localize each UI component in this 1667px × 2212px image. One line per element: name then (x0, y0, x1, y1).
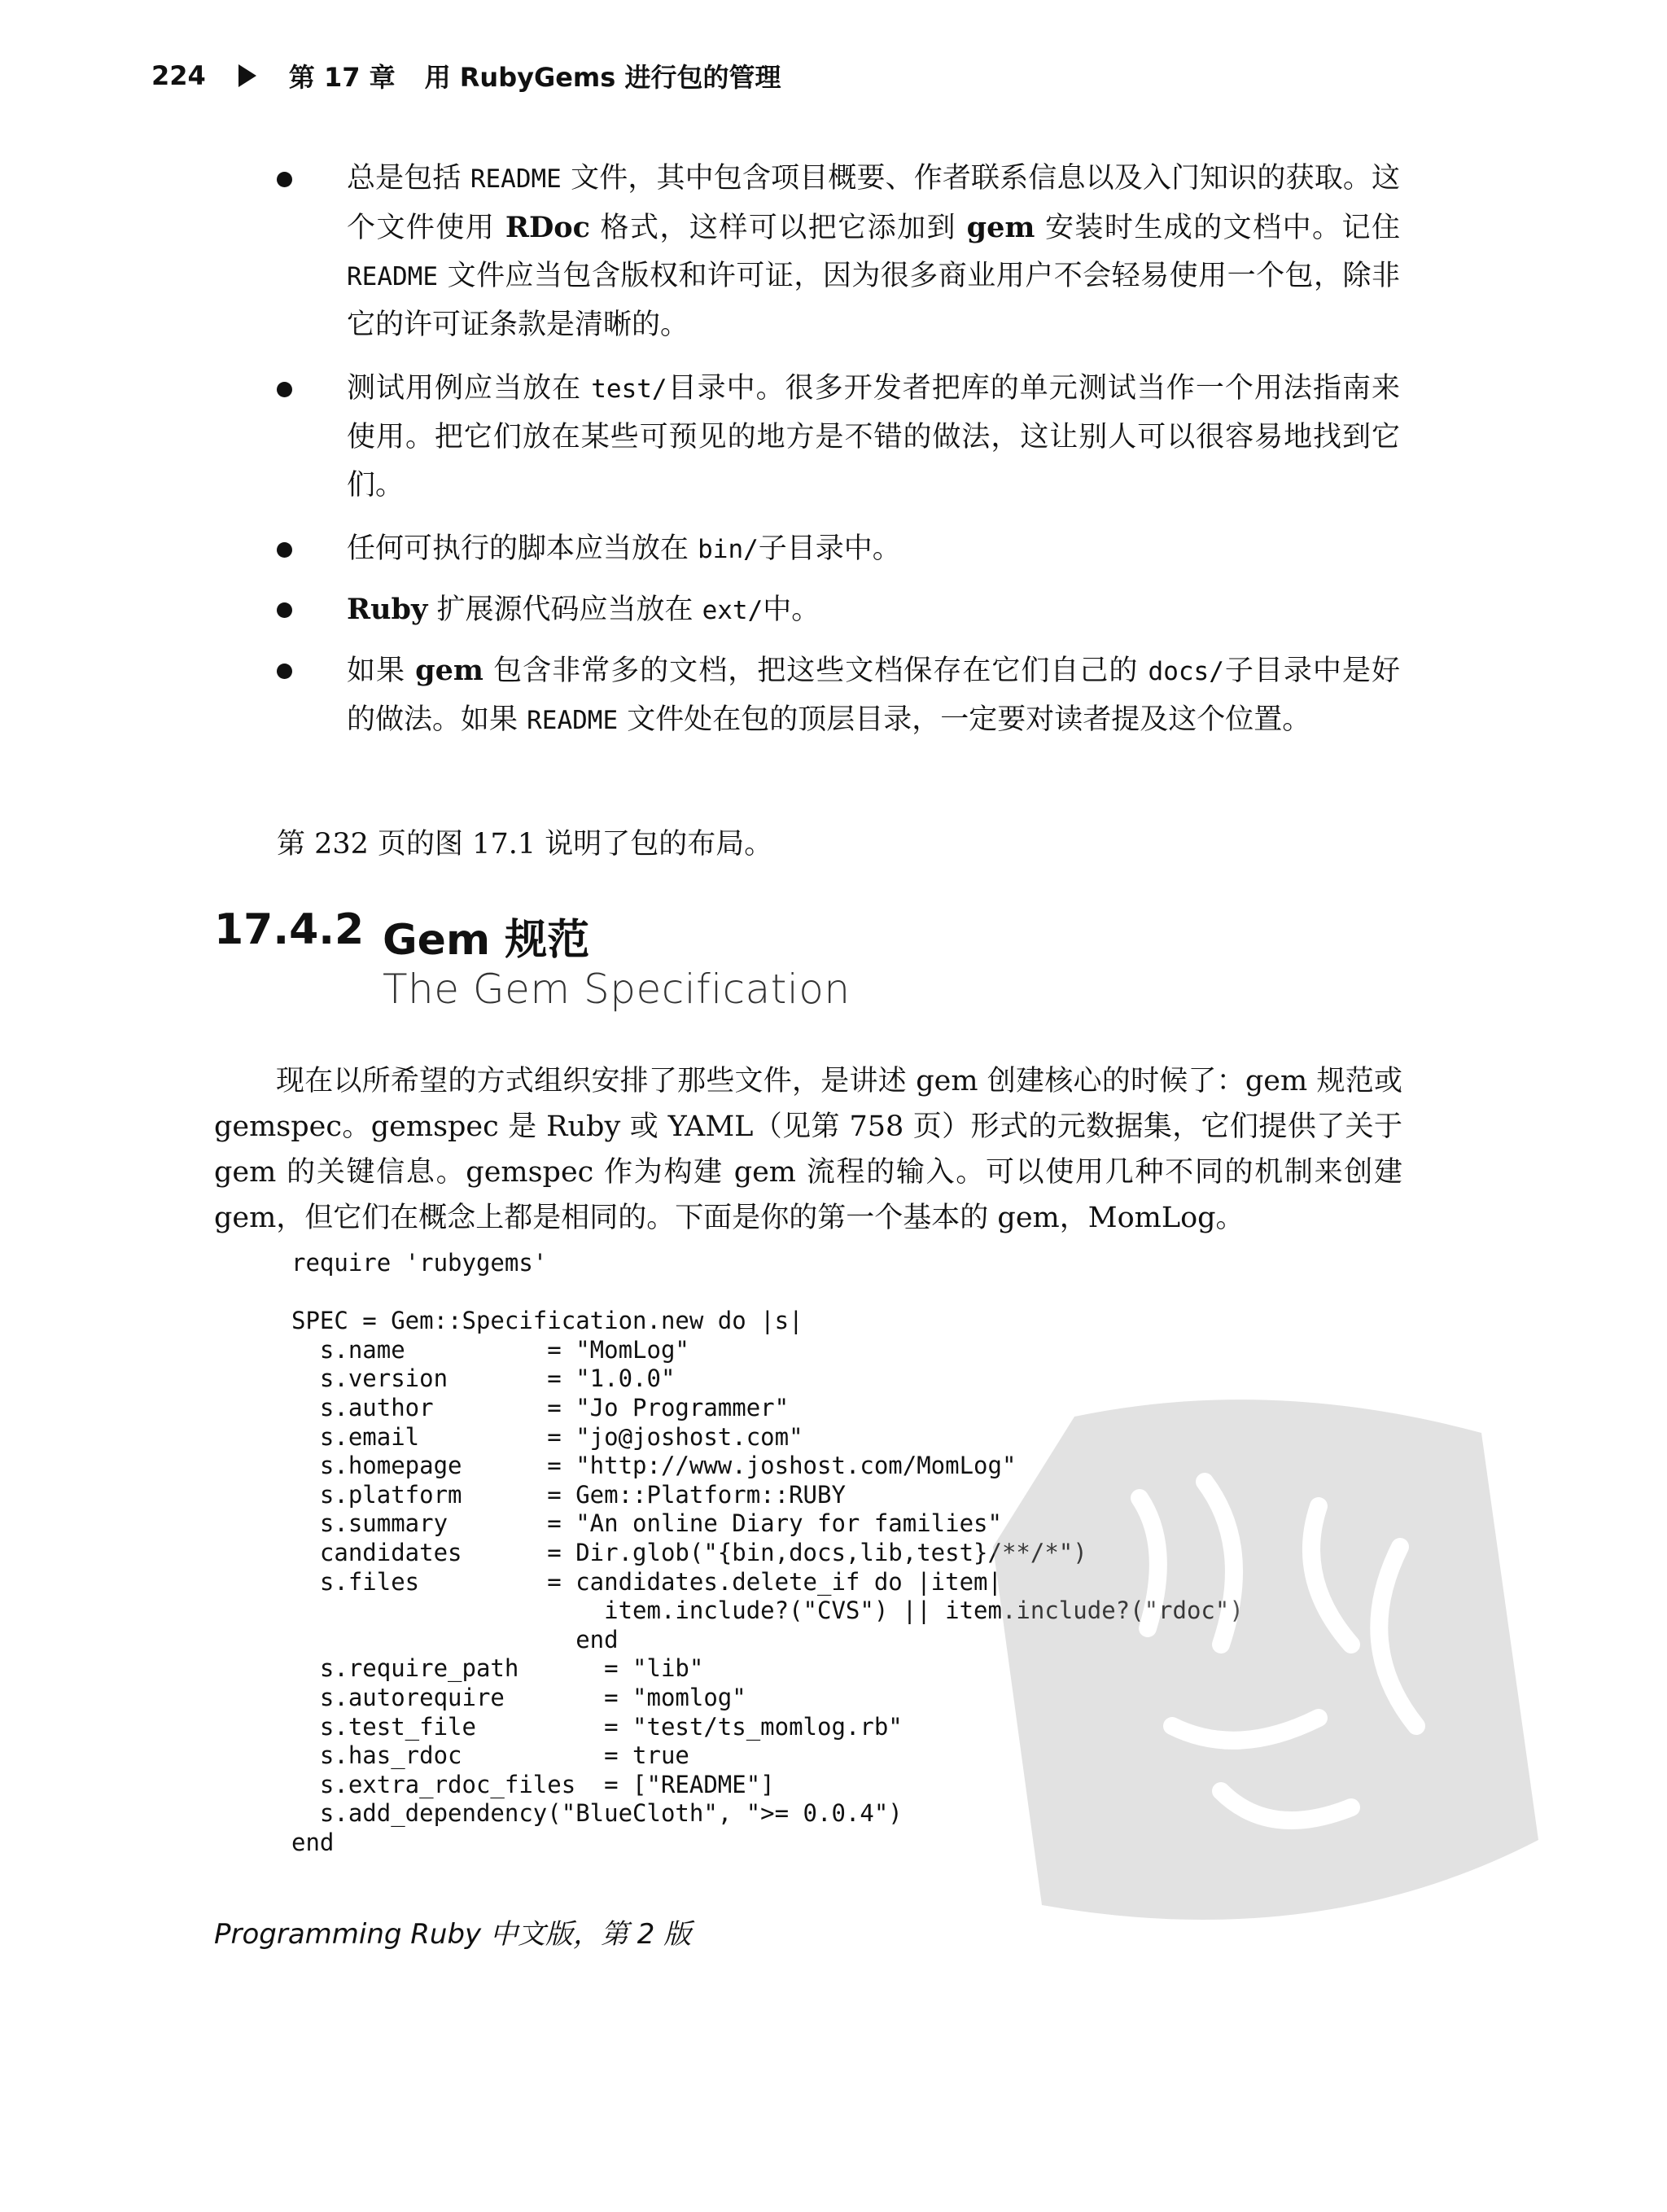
bullet-text-run: 总是包括 (347, 162, 470, 195)
bullet-text-run: 包含非常多的文档，把这些文档保存在它们自己的 (483, 655, 1149, 687)
bullet-item (277, 155, 1400, 349)
bullet-item (277, 585, 1400, 635)
bullet-item (277, 525, 1400, 574)
page-number: 224 (151, 60, 206, 91)
chapter-label: 第 17 章 (288, 62, 396, 93)
intro-paragraph: 现在以所希望的方式组织安排了那些文件，是讲述 gem 创建核心的时候了：gem 规范或 gemspec。gemspec 是 Ruby 或 YAML（见第 758 页）形式的元数据集，它们提供了关于 gem 的关键信息。gemspec 作为构建 gem 流程的输入。可以使用几种不同的机制来创建 gem，但它们在概念上都是相同的。下面是你的第一个基本的 gem，MomLog。 (214, 1065, 1402, 1234)
bullet-dot-icon (277, 542, 292, 558)
section-number: 17.4.2 (214, 905, 365, 954)
chapter-title: 用 RubyGems 进行包的管理 (424, 62, 781, 93)
bullet-text-run: 如果 (347, 655, 416, 687)
bullet-text-run: README (470, 164, 562, 194)
bullet-text-run: 测试用例应当放在 (347, 372, 592, 405)
bullet-text-run: 任何可执行的脚本应当放在 (347, 532, 698, 565)
bullet-list (277, 155, 1400, 760)
section-subtitle: The Gem Specification (383, 966, 851, 1013)
bullet-text-run: ext/ (702, 596, 763, 625)
bullet-text-run: gem (415, 654, 483, 687)
bullet-text-run: 中。 (763, 594, 820, 626)
bullet-text-run: README (347, 262, 438, 291)
bullet-text-run: 子目录中。 (758, 532, 901, 565)
bullet-dot-icon (277, 664, 292, 679)
book-footer: Programming Ruby 中文版，第 2 版 (214, 1918, 692, 1951)
triangle-arrow-icon (238, 64, 256, 87)
bullet-text-run: docs/ (1148, 657, 1224, 686)
bullet-text-run: gem (966, 211, 1035, 244)
watermark-stamp-icon (977, 1384, 1547, 1946)
bullet-text-run: 目录中。很多开发者把库的单元测试当作一个用法指南来使用。把它们放在某些可预见的地方是不错的做法，这让别人可以很容易地找到它们。 (347, 372, 1400, 502)
bullet-text-run: 文件处在包的顶层目录，一定要对读者提及这个位置。 (618, 703, 1311, 736)
bullet-text-run: bin/ (698, 535, 759, 564)
bullet-text-run: 子目录中是好的做法。如果 (347, 655, 1400, 736)
bullet-text-run: 安装时生成的文档中。记住 (1035, 212, 1400, 244)
bullet-item (277, 646, 1400, 745)
bullet-text-run: 格式，这样可以把它添加到 (589, 212, 967, 244)
bullet-text-run: README (527, 706, 619, 735)
code-block: require 'rubygems' SPEC = Gem::Specification.new do |s| s.name = "MomLog" s.version = "1.0.0" s.author = "Jo Programmer" s.email = "jo@joshost.com" s.homepage = "http://www.joshost.com/MomLog" s.platform = Gem::Platform::RUBY s.summary = "An online Diary for families" candidates = Dir.glob("{bin,docs,lib,test}/**/*") s.files = candidates.delete_if do |item| item.include?("CVS") || end s.require_path = "lib" s.autorequire = "momlog" s.test_file = "test/ts_momlog.rb" s.has_rdoc = true s.extra_rdoc_files = ["README"] s.add_dependency("BlueCloth", ">= 0.0.4") end (291, 1249, 1087, 1856)
layout-note: 第 232 页的图 17.1 说明了包的布局。 (277, 828, 773, 861)
bullet-text-run: 扩展源代码应当放在 (427, 594, 702, 626)
bullet-text-run: 文件，其中包含项目概要、作者联系信息以及入门知识的获取。这个文件使用 (347, 162, 1400, 244)
running-header (151, 57, 781, 94)
bullet-text-run: RDoc (505, 211, 590, 244)
bullet-item (277, 365, 1400, 510)
section-title: Gem 规范 (383, 916, 590, 965)
bullet-dot-icon (277, 172, 292, 187)
bullet-text-run: 文件应当包含版权和许可证，因为很多商业用户不会轻易使用一个包，除非它的许可证条款是清晰的。 (347, 260, 1400, 341)
bullet-dot-icon (277, 602, 292, 618)
bullet-dot-icon (277, 382, 292, 397)
bullet-text-run: test/ (591, 375, 667, 404)
bullet-text-run: Ruby (347, 593, 428, 626)
